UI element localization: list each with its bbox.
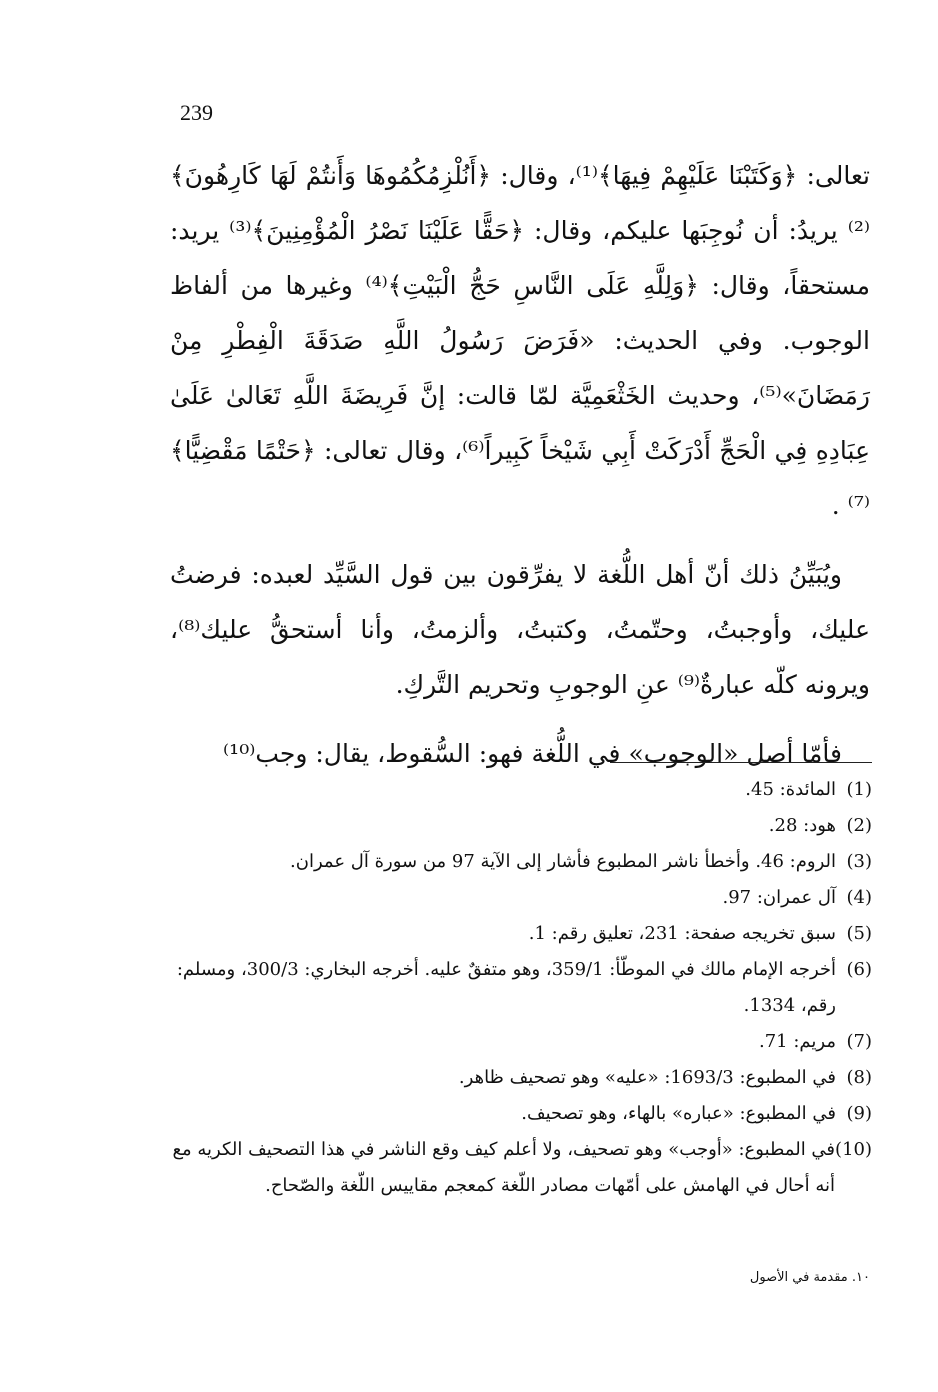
footnote-separator: [610, 762, 872, 763]
paragraph-2: ويُبَيِّنُ ذلك أنّ أهل اللُّغة لا يفرِّقون بين قول السَّيِّد لعبده: فرضتُ عليك، وأوجبتُ، وحتّمتُ، وكتبتُ، وألزمتُ، وأنا أستحقُّ عليك⁽⁸⁾، ويرونه كلّه عبارةٌ⁽⁹⁾ عنِ الوجوبِ وتحريم التَّركِ.: [170, 560, 870, 699]
footnote-number: (2): [846, 815, 872, 836]
footnote-number: (3): [846, 851, 872, 872]
footnote-text: الروم: 46. وأخطأ ناشر المطبوع فأشار إلى الآية 97 من سورة آل عمران.: [290, 851, 836, 872]
footnote-9: [170, 1096, 872, 1132]
paragraph-3: فأمّا أصل «الوجوب» في اللُّغة فهو: السُّقوط، يقال: وجب⁽¹⁰⁾: [223, 739, 842, 768]
footnote-text: سبق تخريجه صفحة: 231، تعليق رقم: 1.: [528, 923, 836, 944]
footnote-text: في المطبوع: 1693/3: «عليه» وهو تصحيف ظاهر.: [458, 1067, 836, 1088]
footnote-text: هود: 28.: [768, 815, 836, 836]
footnote-text: أخرجه الإمام مالك في الموطّأ: 359/1، وهو متفقٌ عليه. أخرجه البخاري: 300/3، ومسلم: رقم، 1334.: [176, 959, 836, 1016]
footnote-2: [170, 808, 872, 844]
footnotes: [170, 772, 872, 1204]
footnote-7: [170, 1024, 872, 1060]
footnote-number: (10): [835, 1139, 872, 1160]
footnote-3: [170, 844, 872, 880]
page-number: 239: [180, 100, 213, 125]
paragraph-1: تعالى: ﴿وَكَتَبْنَا عَلَيْهِمْ فِيهَا﴾⁽¹⁾، وقال: ﴿أَنُلْزِمُكُمُوهَا وَأَنتُمْ لَهَا كَارِهُونَ﴾⁽²⁾ يريدُ: أن نُوجِبَها عليكم، وقال: ﴿حَقًّا عَلَيْنَا نَصْرُ الْمُؤْمِنِينَ﴾⁽³⁾ يريد: مستحقاً، وقال: ﴿وَلِلَّهِ عَلَى النَّاسِ حَجُّ الْبَيْتِ﴾⁽⁴⁾ وغيرها من ألفاظ الوجوب. وفي الحديث: «فَرَضَ رَسُولُ اللَّهِ صَدَقَةَ الْفِطْرِ مِنْ رَمَضَانَ»⁽⁵⁾، وحديث الخَثْعَمِيَّة لمّا قالت: إنَّ فَرِيضَةَ اللَّهِ تَعَالىٰ عَلَىٰ عِبَادِهِ فِي الْحَجِّ أَدْرَكَتْ أَبِي شَيْخاً كَبِيراً⁽⁶⁾، وقال تعالى: ﴿حَتْمًا مَقْضِيًّا﴾⁽⁷⁾ .: [170, 161, 870, 520]
footnote-text: مريم: 71.: [759, 1031, 836, 1052]
footnote-number: (4): [846, 887, 872, 908]
footnote-10: [170, 1132, 872, 1204]
footnote-4: [170, 880, 872, 916]
footnote-1: [170, 772, 872, 808]
signature-mark: ١٠. مقدمة في الأصول: [749, 1270, 870, 1285]
footnote-number: (5): [846, 923, 872, 944]
footnote-number: (6): [846, 959, 872, 980]
footnote-text: في المطبوع: «عباره» بالهاء، وهو تصحيف.: [521, 1103, 836, 1124]
footnote-6: [170, 952, 872, 1024]
footnote-5: [170, 916, 872, 952]
main-text: [170, 148, 870, 781]
footnote-number: (8): [846, 1067, 872, 1088]
footnote-number: (1): [846, 779, 872, 800]
footnote-text: آل عمران: 97.: [722, 887, 836, 908]
footnote-number: (9): [846, 1103, 872, 1124]
footnote-text: المائدة: 45.: [745, 779, 836, 800]
footnote-8: [170, 1060, 872, 1096]
footnote-text: في المطبوع: «أوجب» وهو تصحيف، ولا أعلم كيف وقع الناشر في هذا التصحيف الكريه مع أنه أحال في الهامش على أمّهات مصادر اللّغة كمعجم مقاييس اللّغة والصّحاح.: [172, 1139, 836, 1196]
footnote-number: (7): [846, 1031, 872, 1052]
